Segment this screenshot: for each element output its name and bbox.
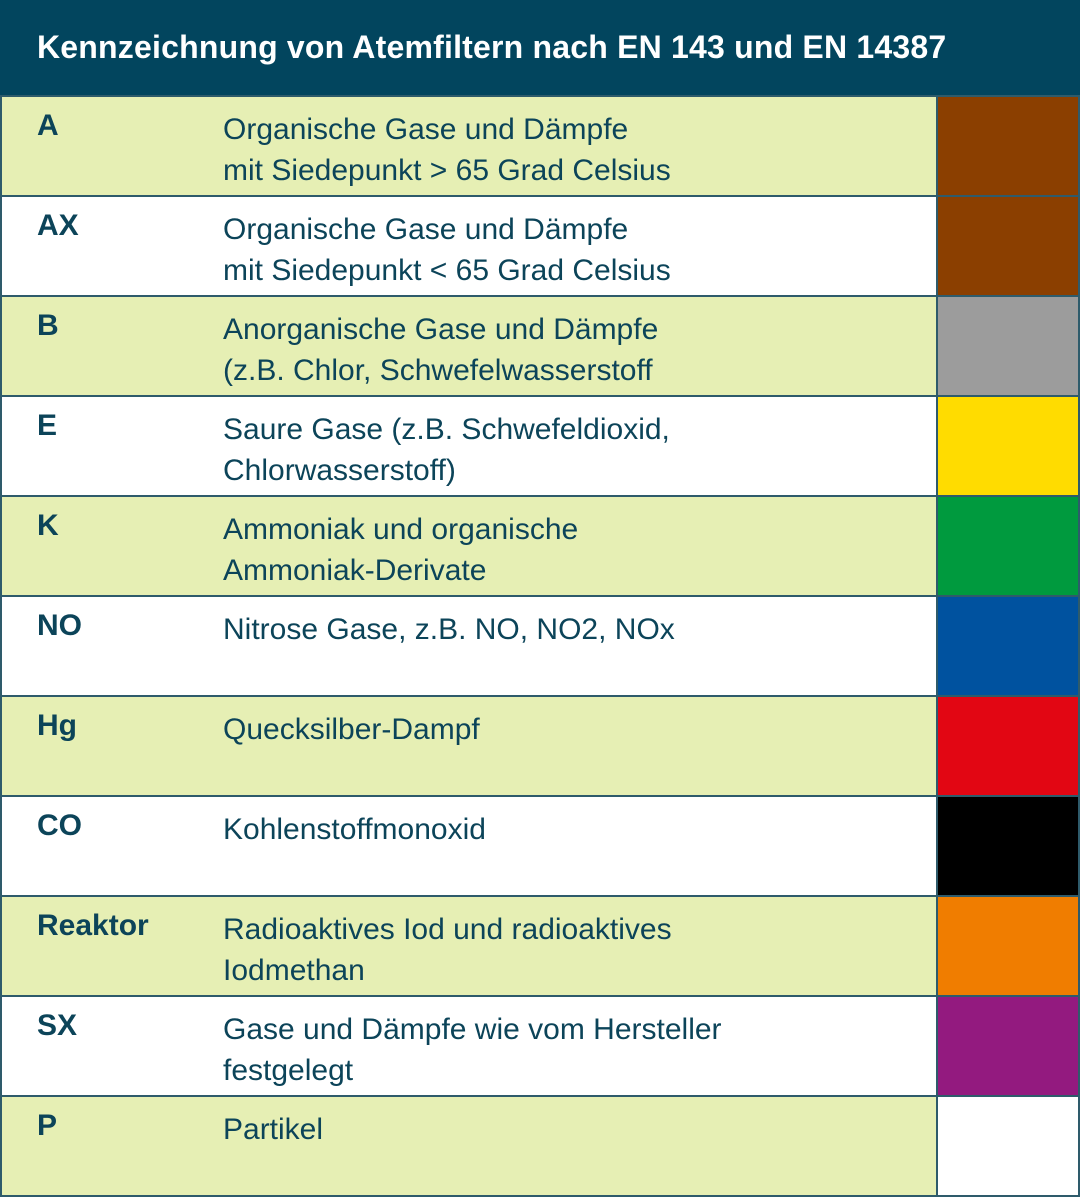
table-row [0, 397, 1080, 497]
filter-table [0, 95, 1080, 1197]
color-swatch [938, 997, 1080, 1095]
color-swatch [938, 397, 1080, 495]
color-swatch [938, 297, 1080, 395]
color-swatch [938, 797, 1080, 895]
filter-description: Anorganische Gase und Dämpfe (z.B. Chlor, Schwefelwasserstoff [187, 297, 938, 395]
filter-code: SX [37, 1009, 78, 1042]
table-title [0, 0, 1080, 95]
filter-code: AX [37, 209, 79, 242]
table-row [0, 697, 1080, 797]
filter-description: Ammoniak und organische Ammoniak-Derivate [187, 497, 938, 595]
filter-code: B [37, 309, 59, 342]
filter-description: Organische Gase und Dämpfe mit Siedepunkt < 65 Grad Celsius [187, 197, 938, 295]
table-row [0, 297, 1080, 397]
filter-code: Hg [37, 709, 77, 742]
table-row [0, 97, 1080, 197]
color-swatch [938, 97, 1080, 195]
color-swatch [938, 697, 1080, 795]
color-swatch [938, 597, 1080, 695]
filter-code: P [37, 1109, 58, 1142]
table-row [0, 797, 1080, 897]
table-row [0, 497, 1080, 597]
table-row [0, 997, 1080, 1097]
filter-code: E [37, 409, 58, 442]
color-swatch [938, 497, 1080, 595]
table-row [0, 197, 1080, 297]
filter-description: Quecksilber-Dampf [187, 697, 938, 795]
filter-description: Radioaktives Iod und radioaktives Iodmethan [187, 897, 938, 995]
filter-code: K [37, 509, 59, 542]
table-row [0, 1097, 1080, 1197]
filter-code: NO [37, 609, 82, 642]
table-row [0, 897, 1080, 997]
color-swatch [938, 197, 1080, 295]
filter-description: Gase und Dämpfe wie vom Hersteller festgelegt [187, 997, 938, 1095]
filter-description: Partikel [187, 1097, 938, 1195]
table-row [0, 597, 1080, 697]
filter-description: Nitrose Gase, z.B. NO, NO2, NOx [187, 597, 938, 695]
color-swatch [938, 1097, 1080, 1195]
table-title-text: Kennzeichnung von Atemfiltern nach EN 143 und EN 14387 [37, 29, 947, 65]
filter-code: CO [37, 809, 82, 842]
filter-description: Saure Gase (z.B. Schwefeldioxid, Chlorwasserstoff) [187, 397, 938, 495]
filter-description: Kohlenstoffmonoxid [187, 797, 938, 895]
filter-description: Organische Gase und Dämpfe mit Siedepunkt > 65 Grad Celsius [187, 97, 938, 195]
filter-code: Reaktor [37, 909, 149, 942]
color-swatch [938, 897, 1080, 995]
filter-code: A [37, 109, 59, 142]
